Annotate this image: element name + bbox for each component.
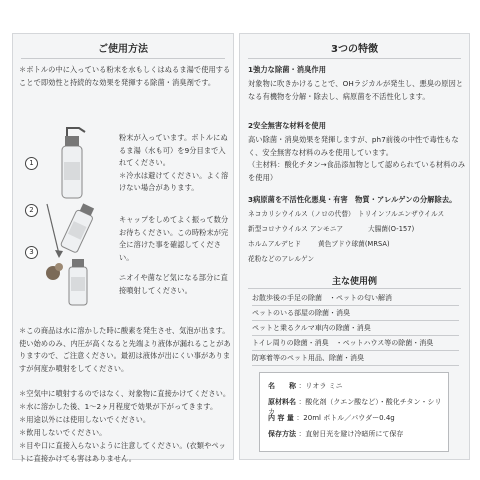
pathogen-item: ネコカリシウイルス（ノロの代替） xyxy=(248,210,355,218)
spec-value: ：酸化剤（クエン酸など）・酸化チタン・シリカ xyxy=(268,398,442,416)
use-item: ペットのいる部屋の除菌・消臭 xyxy=(252,306,459,321)
features-title-divider xyxy=(248,58,461,59)
use-item: ペットと乗るクルマ車内の除菌・消臭 xyxy=(252,321,459,336)
spec-label: 原材料名 xyxy=(268,398,296,406)
pathogen-item: アンモニア xyxy=(310,225,344,233)
uses-title-divider xyxy=(248,288,461,289)
feature-1-text: 対象物に吹きかけることで、OHラジカルが発生し、悪臭の原因となる有機物を分解・除去し、病原菌を不活性化します。 xyxy=(248,79,464,101)
pathogen-item: トリインフルエンザウイルス xyxy=(358,210,445,218)
product-spec-box xyxy=(259,372,449,452)
step-3-number: 3 xyxy=(25,246,38,259)
pathogen-item: ホルムアルデヒド xyxy=(248,240,302,248)
spec-name-row xyxy=(268,381,343,391)
feature-1-title: 1強力な除菌・消臭作用 xyxy=(248,65,326,74)
uses-title: 主な使用例 xyxy=(331,277,377,287)
step-1-text: 粉末が入っています。ボトルにぬるま湯（水も可）を9分目まで入れてください。 ＊冷水は避けてください。よく溶けない場合があります。 xyxy=(119,133,229,193)
spraying-bottle-icon xyxy=(39,249,103,309)
spray-bottle-1-icon xyxy=(45,124,95,204)
usage-title-divider xyxy=(21,58,225,59)
usage-title: ご使用方法 xyxy=(98,44,148,55)
usage-note-4: ＊用途以外には使用しないでください。 xyxy=(19,415,151,424)
use-item: トイレ周りの除菌・消臭 ・ペットハウス等の除菌・消臭 xyxy=(252,336,459,351)
use-item: お散歩後の手足の除菌 ・ペットの匂い解消 xyxy=(252,291,459,306)
spec-storage-row xyxy=(268,429,403,439)
usage-intro: ＊ボトルの中に入っている粉末を水もしくはぬるま湯で使用することで即効性と持続的な効果を発揮する除菌・消臭剤です。 xyxy=(19,65,231,87)
usage-note-2: ＊空気中に噴射するのではなく、対象物に直接かけてください。 xyxy=(19,389,231,398)
usage-panel xyxy=(12,33,234,463)
spec-label: 保存方法 xyxy=(268,430,296,438)
uses-list xyxy=(252,291,459,366)
spec-value: ：直射日光を避け冷暗所にて保存 xyxy=(298,430,404,438)
pathogen-item: 黄色ブドウ球菌(MRSA) xyxy=(318,240,390,248)
pathogen-item: 新型コロナウイルス xyxy=(248,225,308,233)
spec-value: ：20ml ボトル／パウダー0.4g xyxy=(296,414,395,422)
step-2-number: 2 xyxy=(25,204,38,217)
spec-value: ：リオラ ミニ xyxy=(298,382,343,390)
feature-3-title: 3病原菌を不活性化悪臭・有害 物質・アレルゲンの分解除去。 xyxy=(248,195,457,204)
usage-note-5: ＊飲用しないでください。 xyxy=(19,428,107,437)
spec-label: 名 称 xyxy=(268,382,296,390)
use-item: 防寒着等のペット用品、除菌・消臭 xyxy=(252,351,459,366)
pathogen-item: 花粉などのアレルゲン xyxy=(248,255,315,263)
pathogen-item: 大腸菌(O-157) xyxy=(368,225,415,233)
spec-volume-row xyxy=(268,413,395,423)
feature-2-text: 高い除菌・消臭効果を発揮しますが、ph7前後の中性で毒性もなく、安全無害な材料のみを使用しています。 （主材料：酸化チタン→食品添加物として認められている材料のみを使用） xyxy=(248,135,466,182)
step-1-number: 1 xyxy=(25,157,38,170)
usage-note-3: ＊水に溶かした後、1〜2ヶ月程度で効果が下がってきます。 xyxy=(19,402,218,411)
usage-note-1: ＊この商品は水に溶かした時に酸素を発生させ、気泡が出ます。使い始めのみ、内圧が高くなると先端より液体が漏れることがありますので、ご注意ください。最初は液体が出にくい事がありますが何度か噴射をしてください。 xyxy=(19,326,231,373)
feature-2-title: 2安全無害な材料を使用 xyxy=(248,121,326,130)
spec-label: 内 容 量 xyxy=(268,414,294,422)
features-title: 3つの特徴 xyxy=(331,44,378,55)
step-2-text: キャップをしめてよく振って数分お待ちください。この時粉末が完全に溶けた事を確認してください。 xyxy=(119,215,229,262)
usage-note-6: ＊目や口に直接入らないように注意してください。(衣類やペットに直接かけても害はありません。 xyxy=(19,441,226,463)
step-3-text: ニオイや菌など気になる部分に直接噴射してください。 xyxy=(119,273,228,295)
